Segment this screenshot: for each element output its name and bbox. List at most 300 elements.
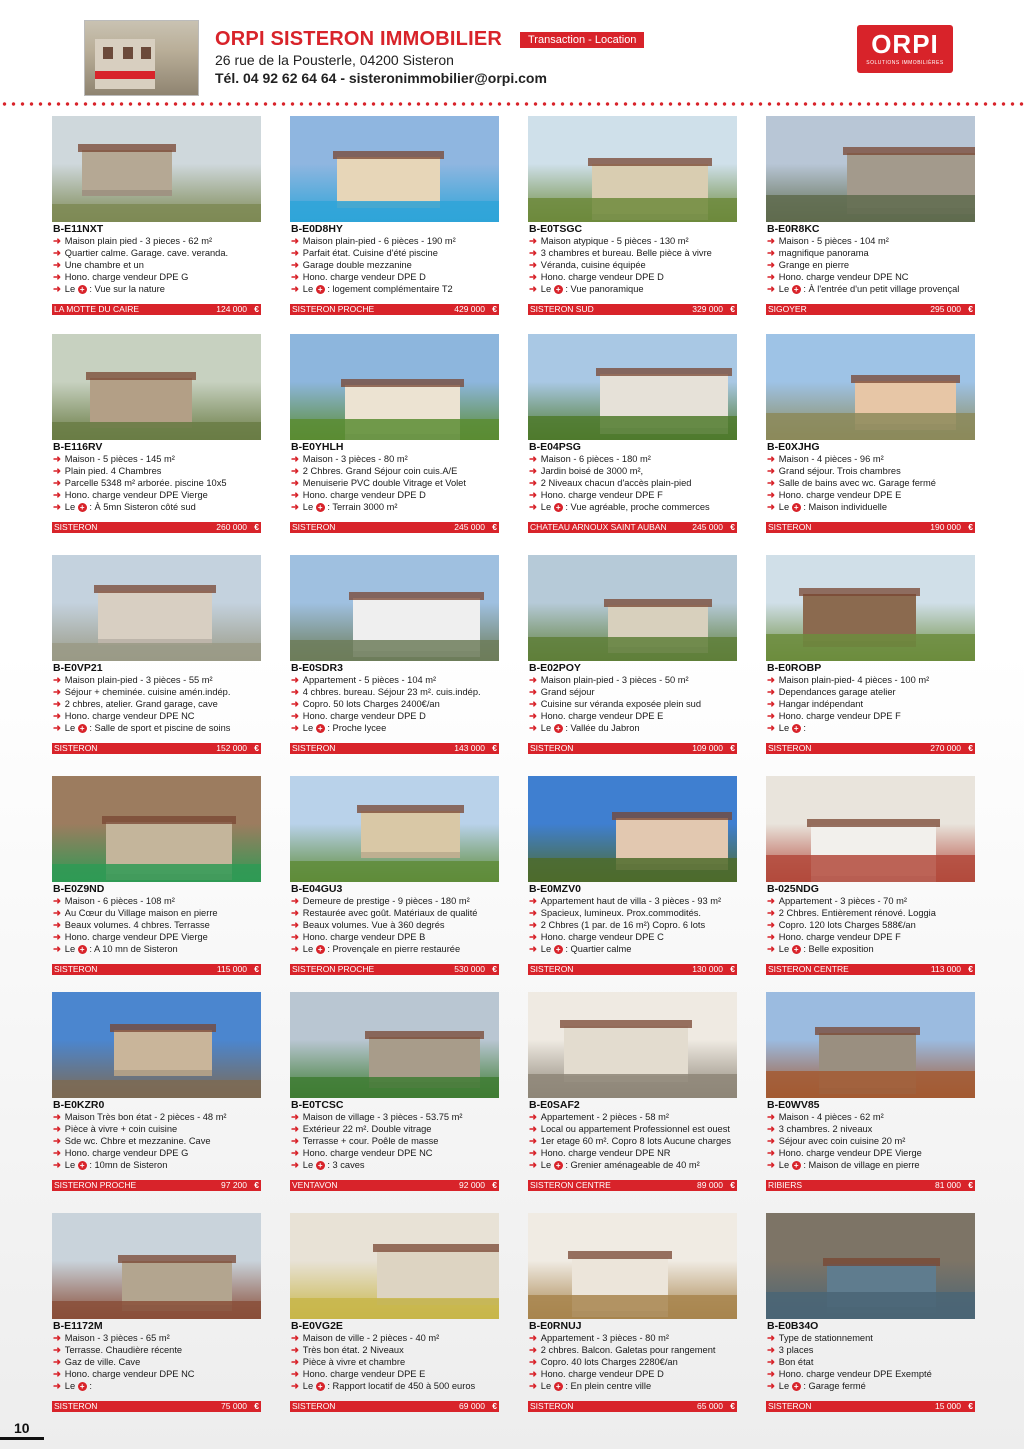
listing-card[interactable]: [766, 116, 975, 316]
listing-location: SISTERON: [530, 743, 574, 753]
arrow-right-icon: ➜: [529, 1369, 537, 1379]
listing-photo[interactable]: [528, 1213, 737, 1319]
le-label: Le: [64, 944, 76, 954]
plus-icon: +: [554, 724, 563, 733]
detail-text: Terrasse. Chaudière récente: [64, 1345, 183, 1355]
detail-text: Dependances garage atelier: [778, 687, 896, 697]
listing-card[interactable]: [528, 776, 737, 976]
listing-photo[interactable]: [766, 1213, 975, 1319]
detail-line: [53, 895, 261, 907]
detail-line: [529, 235, 737, 247]
arrow-right-icon: ➜: [291, 920, 299, 930]
listing-reference: B-E0VP21: [53, 662, 103, 674]
detail-text: Hono. charge vendeur DPE Exempté: [778, 1369, 932, 1379]
location-price-bar: [52, 1401, 261, 1412]
highlight-text: : À l'entrée d'un petit village provençal: [803, 284, 960, 294]
listing-details: [53, 1332, 261, 1392]
arrow-right-icon: ➜: [529, 272, 537, 282]
listing-reference: B-E0Z9ND: [53, 883, 105, 895]
detail-text: Hono. charge vendeur DPE G: [64, 272, 189, 282]
arrow-right-icon: ➜: [53, 284, 61, 294]
location-price-bar: [528, 1180, 737, 1191]
listing-card[interactable]: [290, 334, 499, 534]
arrow-right-icon: ➜: [767, 260, 775, 270]
listing-reference: B-E0SDR3: [291, 662, 343, 674]
location-price-bar: [52, 964, 261, 975]
detail-line: [291, 698, 499, 710]
plus-icon: +: [792, 285, 801, 294]
listing-card[interactable]: [52, 334, 261, 534]
location-price-bar: [290, 304, 499, 315]
detail-text: Extérieur 22 m². Double vitrage: [302, 1124, 432, 1134]
detail-text: 2 Chbres. Entièrement rénové. Loggia: [778, 908, 936, 918]
detail-text: 2 Chbres (1 par. de 16 m²) Copro. 6 lots: [540, 920, 706, 930]
listing-photo[interactable]: [290, 334, 499, 440]
listing-photo[interactable]: [766, 116, 975, 222]
detail-line: [529, 1147, 737, 1159]
listing-card[interactable]: [766, 776, 975, 976]
listing-price: 113 000: [930, 964, 961, 974]
detail-text: Hono. charge vendeur DPE Vierge: [64, 490, 208, 500]
arrow-right-icon: ➜: [53, 687, 61, 697]
plus-icon: +: [554, 1161, 563, 1170]
detail-text: Hono. charge vendeur DPE E: [540, 711, 664, 721]
listing-card[interactable]: [52, 992, 261, 1192]
listing-price: 65 000: [697, 1401, 723, 1411]
detail-text: Maison - 5 pièces - 145 m²: [64, 454, 175, 464]
listing-reference: B-E0KZR0: [53, 1099, 105, 1111]
listing-card[interactable]: [528, 116, 737, 316]
arrow-right-icon: ➜: [529, 248, 537, 258]
highlight-text: : A 10 mn de Sisteron: [89, 944, 178, 954]
detail-line: [529, 919, 737, 931]
detail-line: [291, 1332, 499, 1344]
arrow-right-icon: ➜: [529, 699, 537, 709]
listing-details: [529, 674, 737, 734]
euro-icon: €: [254, 304, 259, 314]
highlight-text: : Provençale en pierre restaurée: [327, 944, 461, 954]
arrow-right-icon: ➜: [291, 687, 299, 697]
arrow-right-icon: ➜: [767, 1345, 775, 1355]
detail-text: Hono. charge vendeur DPE Vierge: [64, 932, 208, 942]
listing-card[interactable]: [290, 116, 499, 316]
listing-photo[interactable]: [528, 776, 737, 882]
arrow-right-icon: ➜: [767, 236, 775, 246]
detail-text: Parcelle 5348 m² arborée. piscine 10x5: [64, 478, 227, 488]
detail-line: [291, 1344, 499, 1356]
detail-line: [53, 259, 261, 271]
detail-line: [53, 465, 261, 477]
highlight-line: [529, 1380, 737, 1392]
listing-location: SIGOYER: [768, 304, 807, 314]
detail-line: [291, 895, 499, 907]
le-label: Le: [778, 1381, 790, 1391]
listing-price: 429 000: [454, 304, 485, 314]
listing-card[interactable]: [528, 992, 737, 1192]
detail-text: Pièce à vivre et chambre: [302, 1357, 406, 1367]
detail-line: [767, 271, 975, 283]
highlight-text: :: [89, 1381, 92, 1391]
listing-reference: B-E0D8HY: [291, 223, 343, 235]
plus-icon: +: [316, 285, 325, 294]
location-price-bar: [766, 1180, 975, 1191]
detail-text: Quartier calme. Garage. cave. veranda.: [64, 248, 229, 258]
detail-text: Hono. charge vendeur DPE E: [778, 490, 902, 500]
detail-line: [767, 698, 975, 710]
listing-card[interactable]: [528, 555, 737, 755]
location-price-bar: [528, 1401, 737, 1412]
listing-details: [529, 895, 737, 955]
euro-icon: €: [730, 743, 735, 753]
detail-line: [529, 686, 737, 698]
plus-icon: +: [792, 724, 801, 733]
listing-photo[interactable]: [52, 1213, 261, 1319]
le-label: Le: [540, 284, 552, 294]
listing-location: SISTERON CENTRE: [768, 964, 849, 974]
arrow-right-icon: ➜: [53, 1357, 61, 1367]
arrow-right-icon: ➜: [53, 896, 61, 906]
listing-price: 92 000: [459, 1180, 485, 1190]
highlight-text: : Terrain 3000 m²: [327, 502, 398, 512]
listing-reference: B-E11NXT: [53, 223, 104, 235]
detail-text: Hono. charge vendeur DPE D: [302, 711, 426, 721]
detail-text: 3 chambres. 2 niveaux: [778, 1124, 873, 1134]
listing-photo[interactable]: [290, 776, 499, 882]
detail-text: Grange en pierre: [778, 260, 850, 270]
le-label: Le: [302, 502, 314, 512]
listing-photo[interactable]: [52, 334, 261, 440]
le-label: Le: [540, 944, 552, 954]
detail-line: [53, 919, 261, 931]
listing-price: 152 000: [216, 743, 247, 753]
detail-text: Maison plain-pied- 4 pièces - 100 m²: [778, 675, 930, 685]
listing-card[interactable]: [766, 992, 975, 1192]
plus-icon: +: [316, 945, 325, 954]
le-label: Le: [64, 1160, 76, 1170]
highlight-line: [53, 1159, 261, 1171]
logo-subtitle: SOLUTIONS IMMOBILIÈRES: [866, 60, 944, 66]
detail-line: [767, 907, 975, 919]
listing-photo[interactable]: [766, 776, 975, 882]
arrow-right-icon: ➜: [529, 932, 537, 942]
detail-line: [767, 1368, 975, 1380]
listing-details: [291, 895, 499, 955]
listing-card[interactable]: [528, 1213, 737, 1413]
highlight-line: [529, 1159, 737, 1171]
listing-price: 260 000: [216, 522, 247, 532]
agency-storefront-photo: [84, 20, 199, 96]
detail-text: Hono. charge vendeur DPE D: [302, 272, 426, 282]
arrow-right-icon: ➜: [291, 908, 299, 918]
listing-photo[interactable]: [528, 116, 737, 222]
arrow-right-icon: ➜: [767, 478, 775, 488]
listing-reference: B-E02POY: [529, 662, 581, 674]
detail-line: [767, 247, 975, 259]
highlight-text: : 3 caves: [327, 1160, 365, 1170]
detail-text: Demeure de prestige - 9 pièces - 180 m²: [302, 896, 470, 906]
arrow-right-icon: ➜: [529, 1112, 537, 1122]
listing-price: 81 000: [935, 1180, 961, 1190]
detail-line: [767, 489, 975, 501]
listing-price: 245 000: [454, 522, 485, 532]
arrow-right-icon: ➜: [291, 1369, 299, 1379]
arrow-right-icon: ➜: [291, 272, 299, 282]
listing-price: 97 200: [221, 1180, 247, 1190]
le-label: Le: [778, 723, 790, 733]
detail-line: [53, 1332, 261, 1344]
listing-photo[interactable]: [52, 116, 261, 222]
listing-card[interactable]: [52, 776, 261, 976]
detail-line: [53, 247, 261, 259]
listing-photo[interactable]: [52, 776, 261, 882]
listing-photo[interactable]: [766, 334, 975, 440]
listing-photo[interactable]: [290, 1213, 499, 1319]
listing-details: [291, 235, 499, 295]
dotted-divider: [0, 101, 1024, 107]
arrow-right-icon: ➜: [291, 1124, 299, 1134]
detail-line: [529, 931, 737, 943]
detail-line: [53, 710, 261, 722]
euro-icon: €: [492, 964, 497, 974]
listing-price: 109 000: [692, 743, 723, 753]
arrow-right-icon: ➜: [529, 260, 537, 270]
listing-details: [53, 674, 261, 734]
listing-location: SISTERON: [530, 964, 574, 974]
highlight-text: : Vue sur la nature: [89, 284, 165, 294]
detail-line: [767, 1147, 975, 1159]
detail-text: Grand séjour: [540, 687, 595, 697]
highlight-line: [529, 501, 737, 513]
detail-text: Maison de village - 3 pièces - 53.75 m²: [302, 1112, 463, 1122]
plus-icon: +: [78, 945, 87, 954]
detail-line: [291, 1123, 499, 1135]
arrow-right-icon: ➜: [291, 1381, 299, 1391]
euro-icon: €: [968, 1401, 973, 1411]
listing-reference: B-E0MZV0: [529, 883, 581, 895]
listing-card[interactable]: [52, 555, 261, 755]
listing-card[interactable]: [290, 1213, 499, 1413]
arrow-right-icon: ➜: [529, 236, 537, 246]
le-label: Le: [778, 502, 790, 512]
euro-icon: €: [730, 522, 735, 532]
detail-text: Appartement - 3 pièces - 80 m²: [540, 1333, 669, 1343]
highlight-line: [53, 1380, 261, 1392]
listing-photo[interactable]: [766, 992, 975, 1098]
detail-text: Hangar indépendant: [778, 699, 864, 709]
detail-text: Appartement - 2 pièces - 58 m²: [540, 1112, 669, 1122]
listing-card[interactable]: [766, 555, 975, 755]
le-label: Le: [540, 1160, 552, 1170]
euro-icon: €: [254, 964, 259, 974]
highlight-line: [767, 501, 975, 513]
arrow-right-icon: ➜: [529, 490, 537, 500]
arrow-right-icon: ➜: [767, 1148, 775, 1158]
detail-line: [767, 1344, 975, 1356]
arrow-right-icon: ➜: [529, 1160, 537, 1170]
euro-icon: €: [254, 743, 259, 753]
detail-text: Maison - 4 pièces - 62 m²: [778, 1112, 884, 1122]
highlight-line: [53, 722, 261, 734]
listing-card[interactable]: [766, 1213, 975, 1413]
detail-line: [53, 1356, 261, 1368]
listing-card[interactable]: [52, 1213, 261, 1413]
listing-price: 270 000: [930, 743, 961, 753]
listing-location: VENTAVON: [292, 1180, 338, 1190]
detail-line: [53, 489, 261, 501]
detail-line: [53, 1111, 261, 1123]
arrow-right-icon: ➜: [529, 1333, 537, 1343]
detail-line: [53, 1147, 261, 1159]
detail-text: 2 Chbres. Grand Séjour coin cuis.A/E: [302, 466, 458, 476]
listing-location: SISTERON: [292, 1401, 336, 1411]
location-price-bar: [290, 743, 499, 754]
detail-text: 3 chambres et bureau. Belle pièce à vivre: [540, 248, 712, 258]
detail-text: Hono. charge vendeur DPE NC: [778, 272, 909, 282]
listing-reference: B-E0ROBP: [767, 662, 822, 674]
listing-photo[interactable]: [52, 555, 261, 661]
arrow-right-icon: ➜: [53, 711, 61, 721]
detail-line: [529, 1135, 737, 1147]
highlight-line: [291, 943, 499, 955]
detail-text: Cuisine sur véranda exposée plein sud: [540, 699, 702, 709]
detail-line: [291, 1368, 499, 1380]
location-price-bar: [766, 1401, 975, 1412]
listing-photo[interactable]: [766, 555, 975, 661]
arrow-right-icon: ➜: [767, 1369, 775, 1379]
listing-location: SISTERON: [292, 522, 336, 532]
arrow-right-icon: ➜: [53, 502, 61, 512]
arrow-right-icon: ➜: [291, 478, 299, 488]
detail-line: [767, 686, 975, 698]
euro-icon: €: [968, 743, 973, 753]
detail-line: [767, 465, 975, 477]
arrow-right-icon: ➜: [291, 260, 299, 270]
euro-icon: €: [254, 1180, 259, 1190]
agency-name: ORPI SISTERON IMMOBILIER: [215, 28, 503, 50]
detail-text: Gaz de ville. Cave: [64, 1357, 141, 1367]
detail-text: Maison plain-pied - 3 pièces - 55 m²: [64, 675, 213, 685]
highlight-line: [529, 283, 737, 295]
highlight-line: [767, 722, 975, 734]
arrow-right-icon: ➜: [767, 687, 775, 697]
detail-text: Hono. charge vendeur DPE NC: [64, 1369, 195, 1379]
le-label: Le: [64, 284, 76, 294]
arrow-right-icon: ➜: [53, 908, 61, 918]
arrow-right-icon: ➜: [767, 490, 775, 500]
detail-line: [291, 259, 499, 271]
detail-text: Hono. charge vendeur DPE Vierge: [778, 1148, 922, 1158]
listing-reference: B-E0WV85: [767, 1099, 820, 1111]
listing-reference: B-025NDG: [767, 883, 819, 895]
detail-line: [53, 931, 261, 943]
detail-text: Maison - 3 pièces - 65 m²: [64, 1333, 170, 1343]
highlight-line: [291, 1380, 499, 1392]
detail-text: Hono. charge vendeur DPE C: [540, 932, 664, 942]
detail-line: [529, 1123, 737, 1135]
detail-text: Copro. 40 lots Charges 2280€/an: [540, 1357, 678, 1367]
listing-card[interactable]: [290, 992, 499, 1192]
listing-card[interactable]: [290, 776, 499, 976]
detail-text: Hono. charge vendeur DPE D: [302, 490, 426, 500]
detail-line: [767, 1123, 975, 1135]
listing-photo[interactable]: [528, 555, 737, 661]
listing-details: [529, 1332, 737, 1392]
detail-text: 3 places: [778, 1345, 814, 1355]
euro-icon: €: [730, 964, 735, 974]
page-number: 10: [14, 1420, 30, 1436]
arrow-right-icon: ➜: [767, 711, 775, 721]
listing-card[interactable]: [290, 555, 499, 755]
detail-text: Hono. charge vendeur DPE E: [302, 1369, 426, 1379]
listing-photo[interactable]: [290, 992, 499, 1098]
arrow-right-icon: ➜: [767, 1160, 775, 1170]
le-label: Le: [778, 1160, 790, 1170]
location-price-bar: [52, 304, 261, 315]
detail-line: [291, 686, 499, 698]
arrow-right-icon: ➜: [529, 466, 537, 476]
highlight-line: [529, 943, 737, 955]
page-header: [0, 0, 1024, 110]
highlight-line: [767, 1159, 975, 1171]
listing-card[interactable]: [766, 334, 975, 534]
euro-icon: €: [968, 1180, 973, 1190]
detail-line: [529, 259, 737, 271]
listing-price: 245 000: [692, 522, 723, 532]
detail-line: [767, 931, 975, 943]
location-price-bar: [52, 522, 261, 533]
highlight-text: : En plein centre ville: [565, 1381, 652, 1391]
detail-text: Hono. charge vendeur DPE D: [540, 1369, 664, 1379]
arrow-right-icon: ➜: [767, 1381, 775, 1391]
arrow-right-icon: ➜: [529, 723, 537, 733]
le-label: Le: [540, 723, 552, 733]
detail-text: 1er etage 60 m². Copro 8 lots Aucune charges: [540, 1136, 731, 1146]
highlight-line: [291, 501, 499, 513]
detail-line: [529, 477, 737, 489]
listing-location: SISTERON: [768, 1401, 812, 1411]
highlight-text: : Maison individuelle: [803, 502, 888, 512]
arrow-right-icon: ➜: [53, 454, 61, 464]
listing-details: [767, 453, 975, 513]
detail-text: Sde wc. Chbre et mezzanine. Cave: [64, 1136, 211, 1146]
detail-line: [291, 1356, 499, 1368]
plus-icon: +: [316, 724, 325, 733]
arrow-right-icon: ➜: [53, 466, 61, 476]
listing-details: [529, 1111, 737, 1171]
detail-line: [53, 1368, 261, 1380]
euro-icon: €: [730, 304, 735, 314]
arrow-right-icon: ➜: [767, 454, 775, 464]
location-price-bar: [528, 304, 737, 315]
detail-text: Grand séjour. Trois chambres: [778, 466, 901, 476]
listing-photo[interactable]: [52, 992, 261, 1098]
detail-text: Jardin boisé de 3000 m²,: [540, 466, 644, 476]
listing-card[interactable]: [52, 116, 261, 316]
listing-photo[interactable]: [528, 334, 737, 440]
detail-line: [291, 931, 499, 943]
detail-text: Maison - 5 pièces - 104 m²: [778, 236, 889, 246]
listing-card[interactable]: [528, 334, 737, 534]
listing-photo[interactable]: [528, 992, 737, 1098]
detail-text: 4 chbres. bureau. Séjour 23 m². cuis.indép.: [302, 687, 481, 697]
arrow-right-icon: ➜: [53, 478, 61, 488]
highlight-line: [53, 501, 261, 513]
detail-line: [529, 453, 737, 465]
detail-text: Beaux volumes. 4 chbres. Terrasse: [64, 920, 210, 930]
listing-photo[interactable]: [290, 555, 499, 661]
detail-line: [53, 235, 261, 247]
listing-photo[interactable]: [290, 116, 499, 222]
